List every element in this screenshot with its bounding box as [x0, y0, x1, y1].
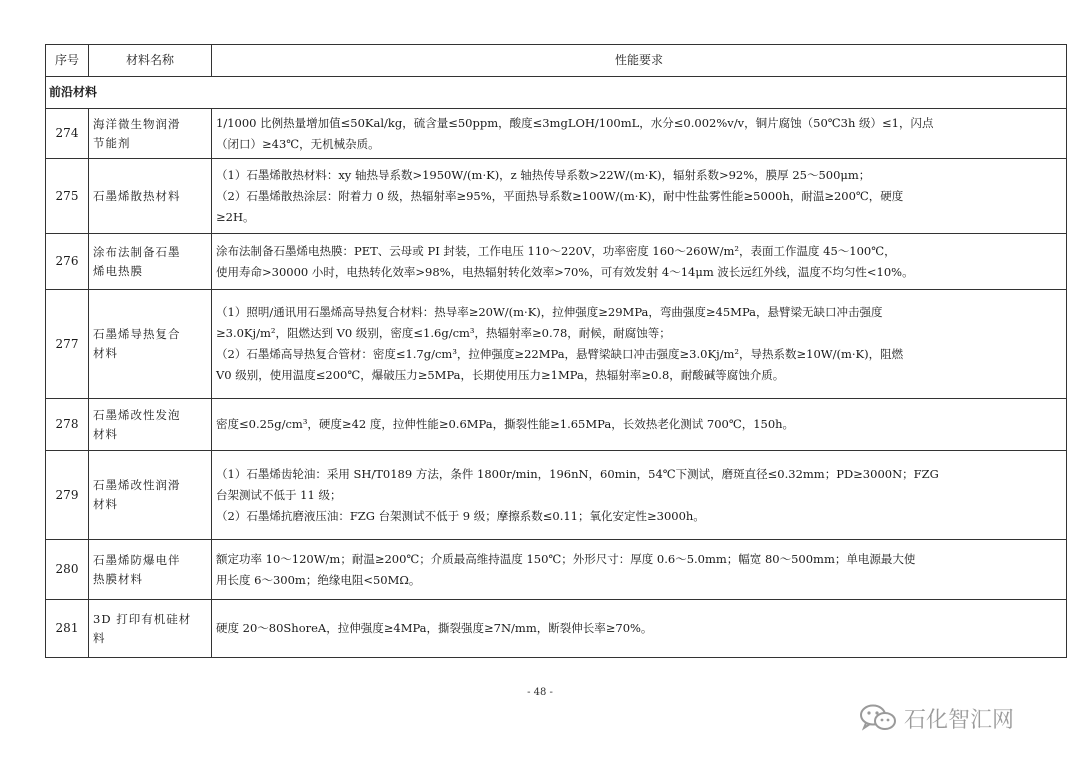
material-name: [89, 600, 212, 658]
requirement-line: （1）照明/通讯用石墨烯高导热复合材料：热导率≥20W/(m·K)，拉伸强度≥29MPa，弯曲强度≥45MPa，悬臂梁无缺口冲击强度: [216, 305, 883, 319]
table-row: [46, 234, 1067, 290]
requirement-line: （2）石墨烯高导热复合管材：密度≤1.7g/cm³，拉伸强度≥22MPa，悬臂梁缺口冲击强度≥3.0Kj/m²，导热系数≥10W/(m·K)，阻燃: [216, 347, 904, 361]
requirement-line: 使用寿命>30000 小时，电热转化效率>98%，电热辐射转化效率>70%，可有效发射 4～14μm 波长远红外线，温度不均匀性<10%。: [216, 264, 914, 279]
material-name-line: 石墨烯防爆电伴: [93, 552, 181, 567]
requirement-line: 1/1000 比例热量增加值≤50Kal/kg，硫含量≤50ppm，酸度≤3mgLOH/100mL，水分≤0.002%v/v，铜片腐蚀（50℃3h 级）≤1，闪点: [216, 115, 934, 130]
row-number: 281: [46, 600, 89, 658]
material-name-line: 石墨烯导热复合: [93, 327, 181, 341]
requirement-line: 密度≤0.25g/cm³，硬度≥42 度，拉伸性能≥0.6MPa，撕裂性能≥1.65MPa，长效热老化测试 700℃，150h。: [216, 417, 795, 431]
material-name: [89, 290, 212, 399]
material-name-line: 石墨烯散热材料: [93, 188, 181, 203]
table-row: [46, 159, 1067, 234]
material-name-line: 石墨烯改性发泡: [93, 407, 181, 422]
material-name-line: 料: [93, 630, 106, 645]
performance-requirement: [212, 290, 1067, 399]
requirement-line: （2）石墨烯抗磨液压油：FZG 台架测试不低于 9 级；摩擦系数≤0.11；氧化安定性≥3000h。: [216, 508, 705, 523]
material-name: [89, 159, 212, 234]
header-no: 序号: [46, 45, 89, 77]
table-header-row: [46, 45, 1067, 77]
material-name-line: 石墨烯改性润滑: [93, 478, 181, 492]
table-row: [46, 600, 1067, 658]
requirement-line: V0 级别，使用温度≤200℃，爆破压力≥5MPa，长期使用压力≥1MPa，热辐射率≥0.8，耐酸碱等腐蚀介质。: [216, 368, 785, 382]
header-spec: 性能要求: [212, 45, 1067, 77]
requirement-line: ≥2H。: [216, 209, 255, 224]
row-number: 276: [46, 234, 89, 290]
requirement-line: 涂布法制备石墨烯电热膜：PET、云母或 PI 封装，工作电压 110～220V，功率密度 160～260W/m²，表面工作温度 45～100℃，: [216, 243, 896, 258]
performance-requirement: [212, 234, 1067, 290]
table-row: [46, 109, 1067, 159]
document-page: [45, 44, 1066, 658]
material-name: [89, 109, 212, 159]
material-name-line: 材料: [93, 346, 118, 360]
requirement-line: （闭口）≥43℃，无机械杂质。: [216, 136, 380, 151]
material-name-line: 烯电热膜: [93, 263, 143, 278]
row-number: 274: [46, 109, 89, 159]
material-name-line: 海洋微生物润滑: [93, 116, 181, 131]
requirement-line: 额定功率 10～120W/m；耐温≥200℃；介质最高维持温度 150℃；外形尺寸：厚度 0.6～5.0mm；幅宽 80～500mm；单电源最大使: [216, 551, 916, 566]
requirement-line: 用长度 6～300m；绝缘电阻<50MΩ。: [216, 572, 421, 587]
performance-requirement: [212, 540, 1067, 600]
material-name-line: 节能剂: [93, 135, 131, 150]
material-name-line: 3D 打印有机硅材: [93, 611, 192, 626]
row-number: 275: [46, 159, 89, 234]
watermark-text: 石化智汇网: [904, 707, 1015, 733]
table-row: [46, 399, 1067, 451]
material-name-line: 材料: [93, 497, 118, 511]
row-number: 277: [46, 290, 89, 399]
page-number: - 48 -: [527, 687, 553, 698]
material-name: [89, 540, 212, 600]
table-row: [46, 451, 1067, 540]
requirement-line: （1）石墨烯齿轮油：采用 SH/T0189 方法，条件 1800r/min，196nN，60min，54℃下测试，磨斑直径≤0.32mm；PD≥3000N；FZG: [216, 466, 939, 481]
table-row: [46, 290, 1067, 399]
performance-requirement: [212, 109, 1067, 159]
header-name: 材料名称: [89, 45, 212, 77]
performance-requirement: [212, 451, 1067, 540]
wechat-icon: [858, 703, 898, 733]
material-name: [89, 234, 212, 290]
requirement-line: 台架测试不低于 11 级；: [216, 487, 342, 502]
watermark: [858, 700, 1014, 736]
material-name: [89, 451, 212, 540]
material-name-line: 涂布法制备石墨: [93, 244, 181, 259]
material-name-line: 热膜材料: [93, 571, 143, 586]
material-name: [89, 399, 212, 451]
section-title: 前沿材料: [46, 77, 1067, 109]
section-row: [46, 77, 1067, 109]
performance-requirement: [212, 159, 1067, 234]
requirement-line: ≥3.0Kj/m²，阻燃达到 V0 级别，密度≤1.6g/cm³，热辐射率≥0.78，耐候，耐腐蚀等；: [216, 326, 671, 340]
requirement-line: （2）石墨烯散热涂层：附着力 0 级，热辐射率≥95%，平面热导系数≥100W/(m·K)，耐中性盐雾性能≥5000h，耐温≥200℃，硬度: [216, 188, 904, 203]
row-number: 280: [46, 540, 89, 600]
materials-table: [45, 44, 1067, 658]
table-row: [46, 540, 1067, 600]
requirement-line: （1）石墨烯散热材料：xy 轴热导系数>1950W/(m·K)，z 轴热传导系数>22W/(m·K)，辐射系数>92%，膜厚 25～500μm；: [216, 167, 871, 182]
performance-requirement: [212, 600, 1067, 658]
requirement-line: 硬度 20～80ShoreA，拉伸强度≥4MPa，撕裂强度≥7N/mm，断裂伸长率≥70%。: [216, 621, 653, 635]
row-number: 279: [46, 451, 89, 540]
row-number: 278: [46, 399, 89, 451]
performance-requirement: [212, 399, 1067, 451]
material-name-line: 材料: [93, 426, 118, 441]
